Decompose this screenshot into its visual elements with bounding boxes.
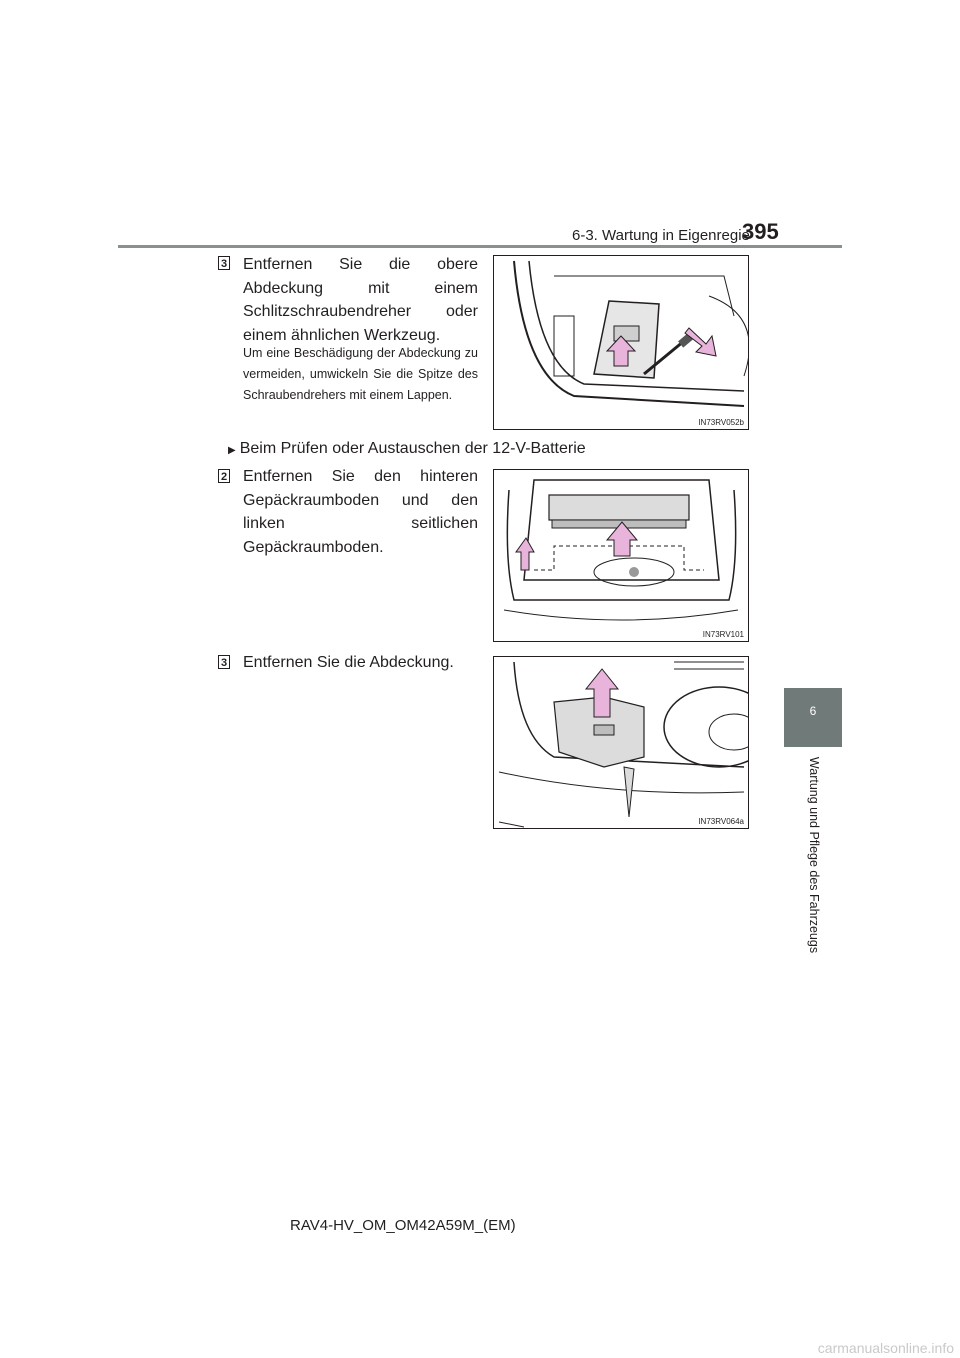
figure-remove-luggage-floor xyxy=(493,469,749,642)
page-number: 395 xyxy=(742,219,779,244)
battery-cover-illustration xyxy=(494,657,748,828)
step-instruction: Entfernen Sie die obere Abdeckung mit einem Schlitzschraubendreher oder einem ähnlichen Werkzeug. xyxy=(243,256,478,344)
step-marker: 3 xyxy=(218,655,230,669)
section-title: 6-3. Wartung in Eigenregie xyxy=(572,227,750,244)
figure-code: IN73RV101 xyxy=(702,630,744,639)
step-instruction: Entfernen Sie den hinteren Gepäckraumboden und den linken seitlichen Gepäckraumboden. xyxy=(243,468,478,556)
luggage-floor-illustration xyxy=(494,470,748,641)
manual-code: RAV4-HV_OM_OM42A59M_(EM) xyxy=(290,1217,516,1234)
step-instruction: Entfernen Sie die Abdeckung. xyxy=(243,654,454,671)
step-marker: 2 xyxy=(218,469,230,483)
step-marker: 3 xyxy=(218,256,230,270)
figure-code: IN73RV052b xyxy=(698,418,744,427)
figure-remove-upper-cover xyxy=(493,255,749,430)
chapter-label: Wartung und Pflege des Fahrzeugs xyxy=(807,756,821,954)
watermark: carmanualsonline.info xyxy=(817,1340,954,1356)
section-heading-text: Beim Prüfen oder Austauschen der 12-V-Batterie xyxy=(239,440,586,457)
figure-code: IN73RV064a xyxy=(698,817,744,826)
step-note: Um eine Beschädigung der Abdeckung zu vermeiden, umwickeln Sie die Spitze des Schraubendrehers mit einem Lappen. xyxy=(243,346,478,402)
section-heading xyxy=(228,440,586,458)
chapter-tab xyxy=(784,688,842,747)
figure-remove-cover xyxy=(493,656,749,829)
bullet-icon: ▶ xyxy=(228,445,236,456)
trunk-cover-illustration xyxy=(494,256,748,429)
chapter-number: 6 xyxy=(809,704,817,718)
header-rule xyxy=(118,245,842,248)
